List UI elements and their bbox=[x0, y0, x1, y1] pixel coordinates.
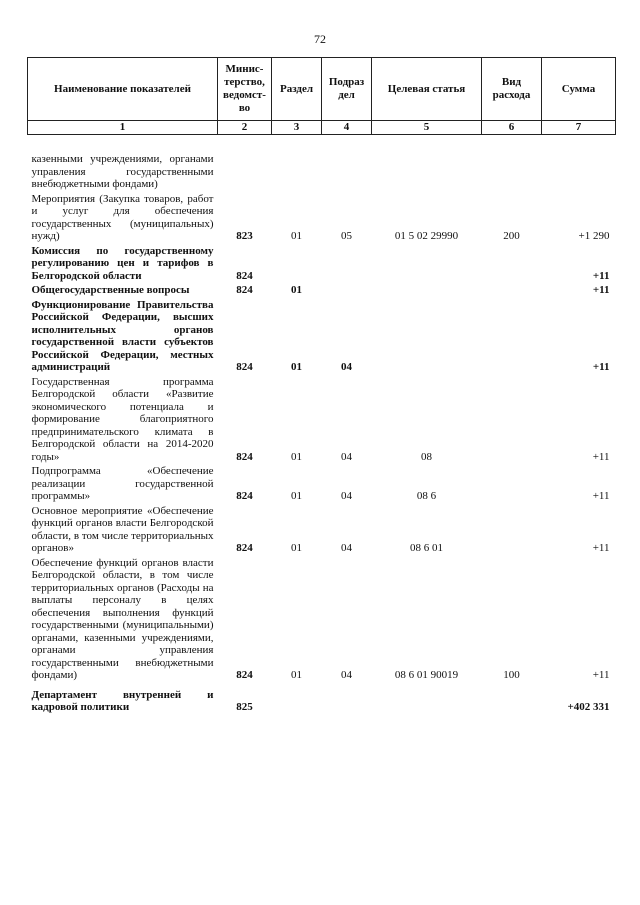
table-row bbox=[28, 557, 616, 684]
row-subsection: 04 bbox=[341, 542, 352, 554]
column-number: 3 bbox=[272, 121, 322, 135]
row-name: Мероприятия (Закупка товаров, работ и услуг для обеспечения государственных (муниципальных) нужд) bbox=[31, 192, 214, 242]
page-number: 72 bbox=[314, 32, 326, 46]
table-header bbox=[28, 58, 616, 135]
row-section: 01 bbox=[291, 284, 302, 296]
row-sum: +11 bbox=[592, 284, 610, 296]
row-ministry: 824 bbox=[236, 269, 253, 282]
row-section: 01 bbox=[291, 361, 302, 373]
row-ministry: 824 bbox=[236, 284, 253, 296]
row-name: Подпрограмма «Обеспечение реализации государственной программы» bbox=[31, 465, 214, 502]
row-sum: +11 bbox=[592, 269, 610, 282]
row-target: 01 5 02 29990 bbox=[394, 230, 459, 242]
row-subsection bbox=[322, 135, 372, 193]
row-section: 01 bbox=[291, 542, 302, 554]
row-ministry: 825 bbox=[236, 701, 253, 713]
header-subsection: Подраз дел bbox=[322, 58, 372, 121]
header-name: Наименование показателей bbox=[28, 58, 218, 121]
row-subsection bbox=[322, 284, 372, 299]
row-expense-type bbox=[482, 684, 542, 716]
row-sum: +402 331 bbox=[567, 701, 610, 713]
row-expense-type bbox=[482, 376, 542, 466]
row-section bbox=[272, 135, 322, 193]
row-section: 01 bbox=[291, 490, 302, 502]
row-subsection: 04 bbox=[341, 490, 352, 502]
row-target bbox=[372, 284, 482, 299]
row-target: 08 6 01 90019 bbox=[394, 669, 459, 681]
table-row bbox=[28, 684, 616, 716]
column-number: 2 bbox=[218, 121, 272, 135]
row-ministry bbox=[218, 135, 272, 193]
row-name: Комиссия по государственному регулированию цен и тарифов в Белгородской области bbox=[31, 244, 214, 282]
header-target: Целевая статья bbox=[372, 58, 482, 121]
row-target: 08 bbox=[421, 450, 432, 463]
row-target bbox=[372, 299, 482, 376]
row-name: Государственная программа Белгородской области «Развитие экономического потенциала и формирование благоприятного предпринимательского климата в Белгородской области на 2014-2020 годы» bbox=[31, 375, 214, 463]
table-row bbox=[28, 299, 616, 376]
column-number: 4 bbox=[322, 121, 372, 135]
row-subsection bbox=[322, 684, 372, 716]
row-section: 01 bbox=[291, 669, 302, 681]
column-number: 5 bbox=[372, 121, 482, 135]
row-sum: +11 bbox=[592, 361, 610, 373]
row-expense-type: 100 bbox=[503, 669, 520, 681]
row-ministry: 824 bbox=[236, 542, 253, 554]
header-expense-type: Вид расхода bbox=[482, 58, 542, 121]
header-sum: Сумма bbox=[542, 58, 616, 121]
row-ministry: 824 bbox=[236, 669, 253, 681]
row-name: Функционирование Правительства Российской Федерации, высших исполнительных органов государственной власти субъектов Российской Федерации, местных администраций bbox=[31, 298, 214, 373]
row-subsection: 04 bbox=[341, 669, 352, 681]
row-section bbox=[272, 684, 322, 716]
column-number: 7 bbox=[542, 121, 616, 135]
header-section: Раздел bbox=[272, 58, 322, 121]
row-expense-type bbox=[482, 245, 542, 285]
table-row bbox=[28, 505, 616, 557]
table-row bbox=[28, 245, 616, 285]
table-row bbox=[28, 135, 616, 193]
row-name: Департамент внутренней и кадровой политики bbox=[31, 688, 214, 713]
row-expense-type bbox=[482, 299, 542, 376]
row-sum: +11 bbox=[592, 542, 610, 554]
table-row bbox=[28, 465, 616, 505]
row-sum: +11 bbox=[592, 450, 610, 463]
row-expense-type bbox=[482, 465, 542, 505]
row-target bbox=[372, 684, 482, 716]
row-sum: +11 bbox=[592, 669, 610, 681]
row-name: Основное мероприятие «Обеспечение функций органов власти Белгородской области, в том числе территориальных органов» bbox=[31, 504, 214, 554]
table-row bbox=[28, 284, 616, 299]
table-row bbox=[28, 193, 616, 245]
column-number: 6 bbox=[482, 121, 542, 135]
row-section: 01 bbox=[291, 230, 302, 242]
row-target: 08 6 bbox=[416, 490, 437, 502]
row-subsection: 04 bbox=[341, 450, 352, 463]
row-expense-type bbox=[482, 135, 542, 193]
row-ministry: 824 bbox=[236, 450, 253, 463]
table-row bbox=[28, 376, 616, 466]
row-expense-type: 200 bbox=[503, 230, 520, 242]
row-sum bbox=[542, 135, 616, 193]
row-section bbox=[272, 245, 322, 285]
row-ministry: 824 bbox=[236, 490, 253, 502]
budget-table bbox=[27, 57, 616, 716]
row-ministry: 824 bbox=[236, 361, 253, 373]
row-target: 08 6 01 bbox=[410, 542, 443, 554]
row-subsection: 05 bbox=[341, 230, 352, 242]
row-name: казенными учреждениями, органами управления государственными внебюджетными фондами) bbox=[31, 153, 214, 190]
row-expense-type bbox=[482, 284, 542, 299]
row-expense-type bbox=[482, 505, 542, 557]
column-number: 1 bbox=[28, 121, 218, 135]
row-subsection: 04 bbox=[341, 361, 352, 373]
row-ministry: 823 bbox=[236, 230, 253, 242]
row-name: Общегосударственные вопросы bbox=[31, 284, 190, 296]
row-target bbox=[372, 245, 482, 285]
row-sum: +1 290 bbox=[578, 230, 610, 242]
row-section: 01 bbox=[291, 450, 302, 463]
row-name: Обеспечение функций органов власти Белгородской области, в том числе территориальных органов (Расходы на выплаты персоналу в целях обеспечения выполнения функций государственными (муниципальными) органами, казенными учреждениями, органами управления государственными внебюджетными фондами) bbox=[31, 556, 214, 681]
row-sum: +11 bbox=[592, 490, 610, 502]
header-ministry: Минис-терство, ведомст-во bbox=[218, 58, 272, 121]
row-subsection bbox=[322, 245, 372, 285]
row-target bbox=[372, 135, 482, 193]
table-body bbox=[28, 135, 616, 716]
